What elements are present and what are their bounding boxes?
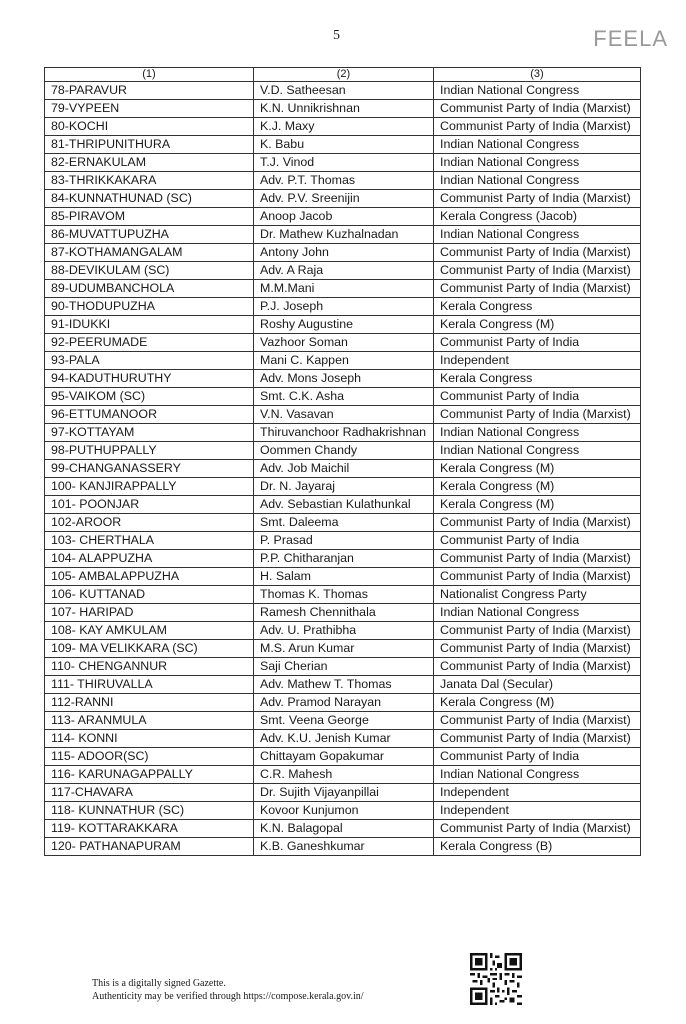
party-cell: Communist Party of India (Marxist) xyxy=(434,658,641,676)
table-row xyxy=(45,262,641,280)
candidate-cell: Smt. Daleema xyxy=(254,514,434,532)
party-cell: Janata Dal (Secular) xyxy=(434,676,641,694)
table-row xyxy=(45,388,641,406)
candidate-cell: Adv. A Raja xyxy=(254,262,434,280)
candidate-cell: P.P. Chitharanjan xyxy=(254,550,434,568)
constituency-cell: 108- KAY AMKULAM xyxy=(45,622,254,640)
party-cell: Kerala Congress (M) xyxy=(434,478,641,496)
candidate-cell: Adv. P.V. Sreenijin xyxy=(254,190,434,208)
candidate-cell: Saji Cherian xyxy=(254,658,434,676)
candidate-cell: Adv. K.U. Jenish Kumar xyxy=(254,730,434,748)
candidate-cell: Oommen Chandy xyxy=(254,442,434,460)
constituency-cell: 120- PATHANAPURAM xyxy=(45,838,254,856)
constituency-cell: 106- KUTTANAD xyxy=(45,586,254,604)
party-cell: Communist Party of India (Marxist) xyxy=(434,514,641,532)
constituency-cell: 101- POONJAR xyxy=(45,496,254,514)
constituency-cell: 91-IDUKKI xyxy=(45,316,254,334)
candidate-cell: Adv. Mathew T. Thomas xyxy=(254,676,434,694)
party-cell: Independent xyxy=(434,802,641,820)
constituency-cell: 115- ADOOR(SC) xyxy=(45,748,254,766)
constituency-cell: 83-THRIKKAKARA xyxy=(45,172,254,190)
candidate-cell: Adv. P.T. Thomas xyxy=(254,172,434,190)
constituency-cell: 114- KONNI xyxy=(45,730,254,748)
table-row xyxy=(45,172,641,190)
candidate-cell: Thiruvanchoor Radhakrishnan xyxy=(254,424,434,442)
table-row xyxy=(45,622,641,640)
results-table xyxy=(44,67,641,856)
page-number: 5 xyxy=(333,28,340,43)
party-cell: Kerala Congress (M) xyxy=(434,316,641,334)
candidate-cell: Vazhoor Soman xyxy=(254,334,434,352)
candidate-cell: Adv. Pramod Narayan xyxy=(254,694,434,712)
candidate-cell: Kovoor Kunjumon xyxy=(254,802,434,820)
party-cell: Communist Party of India (Marxist) xyxy=(434,244,641,262)
party-cell: Communist Party of India (Marxist) xyxy=(434,280,641,298)
candidate-cell: K.N. Unnikrishnan xyxy=(254,100,434,118)
constituency-cell: 87-KOTHAMANGALAM xyxy=(45,244,254,262)
footer-line-verify: Authenticity may be verified through https://compose.kerala.gov.in/ xyxy=(92,991,364,1002)
party-cell: Communist Party of India (Marxist) xyxy=(434,640,641,658)
table-row xyxy=(45,586,641,604)
party-cell: Communist Party of India (Marxist) xyxy=(434,406,641,424)
party-cell: Kerala Congress xyxy=(434,298,641,316)
party-cell: Communist Party of India (Marxist) xyxy=(434,820,641,838)
candidate-cell: K.J. Maxy xyxy=(254,118,434,136)
party-cell: Communist Party of India (Marxist) xyxy=(434,622,641,640)
candidate-cell: M.S. Arun Kumar xyxy=(254,640,434,658)
candidate-cell: Smt. C.K. Asha xyxy=(254,388,434,406)
constituency-cell: 107- HARIPAD xyxy=(45,604,254,622)
party-cell: Kerala Congress (Jacob) xyxy=(434,208,641,226)
table-row xyxy=(45,496,641,514)
table-row xyxy=(45,118,641,136)
table-row xyxy=(45,190,641,208)
constituency-cell: 79-VYPEEN xyxy=(45,100,254,118)
candidate-cell: V.N. Vasavan xyxy=(254,406,434,424)
candidate-cell: Dr. N. Jayaraj xyxy=(254,478,434,496)
party-cell: Nationalist Congress Party xyxy=(434,586,641,604)
table-row xyxy=(45,532,641,550)
table-row xyxy=(45,550,641,568)
party-cell: Indian National Congress xyxy=(434,82,641,100)
candidate-cell: C.R. Mahesh xyxy=(254,766,434,784)
party-cell: Communist Party of India (Marxist) xyxy=(434,118,641,136)
candidate-cell: P. Prasad xyxy=(254,532,434,550)
column-header: (2) xyxy=(254,68,434,82)
constituency-cell: 88-DEVIKULAM (SC) xyxy=(45,262,254,280)
constituency-cell: 93-PALA xyxy=(45,352,254,370)
candidate-cell: Adv. Mons Joseph xyxy=(254,370,434,388)
party-cell: Kerala Congress (B) xyxy=(434,838,641,856)
constituency-cell: 98-PUTHUPPALLY xyxy=(45,442,254,460)
constituency-cell: 100- KANJIRAPPALLY xyxy=(45,478,254,496)
table-row xyxy=(45,82,641,100)
candidate-cell: Anoop Jacob xyxy=(254,208,434,226)
candidate-cell: H. Salam xyxy=(254,568,434,586)
constituency-cell: 104- ALAPPUZHA xyxy=(45,550,254,568)
party-cell: Indian National Congress xyxy=(434,136,641,154)
party-cell: Communist Party of India (Marxist) xyxy=(434,262,641,280)
table-row xyxy=(45,280,641,298)
constituency-cell: 85-PIRAVOM xyxy=(45,208,254,226)
party-cell: Indian National Congress xyxy=(434,604,641,622)
constituency-cell: 119- KOTTARAKKARA xyxy=(45,820,254,838)
constituency-cell: 94-KADUTHURUTHY xyxy=(45,370,254,388)
candidate-cell: Adv. Sebastian Kulathunkal xyxy=(254,496,434,514)
candidate-cell: Ramesh Chennithala xyxy=(254,604,434,622)
party-cell: Kerala Congress (M) xyxy=(434,496,641,514)
constituency-cell: 96-ETTUMANOOR xyxy=(45,406,254,424)
constituency-cell: 78-PARAVUR xyxy=(45,82,254,100)
candidate-cell: Roshy Augustine xyxy=(254,316,434,334)
candidate-cell: M.M.Mani xyxy=(254,280,434,298)
party-cell: Kerala Congress (M) xyxy=(434,694,641,712)
party-cell: Communist Party of India (Marxist) xyxy=(434,190,641,208)
footer xyxy=(92,977,364,1003)
table-row xyxy=(45,370,641,388)
table-row xyxy=(45,298,641,316)
party-cell: Kerala Congress (M) xyxy=(434,460,641,478)
party-cell: Communist Party of India (Marxist) xyxy=(434,712,641,730)
party-cell: Kerala Congress xyxy=(434,370,641,388)
candidate-cell: Dr. Mathew Kuzhalnadan xyxy=(254,226,434,244)
table-row xyxy=(45,820,641,838)
table-row xyxy=(45,658,641,676)
constituency-cell: 116- KARUNAGAPPALLY xyxy=(45,766,254,784)
table-row xyxy=(45,460,641,478)
candidate-cell: Chittayam Gopakumar xyxy=(254,748,434,766)
table-row xyxy=(45,604,641,622)
table-row xyxy=(45,640,641,658)
table-row xyxy=(45,478,641,496)
candidate-cell: T.J. Vinod xyxy=(254,154,434,172)
table-row xyxy=(45,712,641,730)
party-cell: Independent xyxy=(434,352,641,370)
table-row xyxy=(45,406,641,424)
constituency-cell: 118- KUNNATHUR (SC) xyxy=(45,802,254,820)
footer-line-signed: This is a digitally signed Gazette. xyxy=(92,978,226,989)
candidate-cell: Mani C. Kappen xyxy=(254,352,434,370)
table-row xyxy=(45,424,641,442)
table-row xyxy=(45,136,641,154)
table-body xyxy=(45,82,641,856)
qr-code-icon xyxy=(470,953,522,1005)
table-row xyxy=(45,244,641,262)
constituency-cell: 80-KOCHI xyxy=(45,118,254,136)
table-row xyxy=(45,676,641,694)
table-row xyxy=(45,334,641,352)
party-cell: Communist Party of India (Marxist) xyxy=(434,730,641,748)
watermark: FEELA xyxy=(593,26,668,51)
party-cell: Indian National Congress xyxy=(434,442,641,460)
party-cell: Indian National Congress xyxy=(434,766,641,784)
constituency-cell: 111- THIRUVALLA xyxy=(45,676,254,694)
constituency-cell: 84-KUNNATHUNAD (SC) xyxy=(45,190,254,208)
constituency-cell: 105- AMBALAPPUZHA xyxy=(45,568,254,586)
table-row xyxy=(45,748,641,766)
column-header: (1) xyxy=(45,68,254,82)
candidate-cell: Adv. Job Maichil xyxy=(254,460,434,478)
constituency-cell: 117-CHAVARA xyxy=(45,784,254,802)
table-row xyxy=(45,694,641,712)
constituency-cell: 110- CHENGANNUR xyxy=(45,658,254,676)
table-row xyxy=(45,208,641,226)
candidate-cell: V.D. Satheesan xyxy=(254,82,434,100)
constituency-cell: 92-PEERUMADE xyxy=(45,334,254,352)
constituency-cell: 99-CHANGANASSERY xyxy=(45,460,254,478)
table-row xyxy=(45,568,641,586)
candidate-cell: K. Babu xyxy=(254,136,434,154)
party-cell: Indian National Congress xyxy=(434,154,641,172)
table-row xyxy=(45,154,641,172)
party-cell: Communist Party of India xyxy=(434,748,641,766)
table-header-row xyxy=(45,68,641,82)
candidate-cell: Antony John xyxy=(254,244,434,262)
constituency-cell: 82-ERNAKULAM xyxy=(45,154,254,172)
candidate-cell: K.N. Balagopal xyxy=(254,820,434,838)
party-cell: Communist Party of India (Marxist) xyxy=(434,568,641,586)
constituency-cell: 113- ARANMULA xyxy=(45,712,254,730)
table-row xyxy=(45,514,641,532)
party-cell: Communist Party of India (Marxist) xyxy=(434,100,641,118)
constituency-cell: 95-VAIKOM (SC) xyxy=(45,388,254,406)
table-row xyxy=(45,316,641,334)
candidate-cell: P.J. Joseph xyxy=(254,298,434,316)
table-row xyxy=(45,730,641,748)
table-row xyxy=(45,766,641,784)
candidate-cell: K.B. Ganeshkumar xyxy=(254,838,434,856)
constituency-cell: 97-KOTTAYAM xyxy=(45,424,254,442)
constituency-cell: 90-THODUPUZHA xyxy=(45,298,254,316)
column-header: (3) xyxy=(434,68,641,82)
party-cell: Communist Party of India xyxy=(434,388,641,406)
candidate-cell: Smt. Veena George xyxy=(254,712,434,730)
party-cell: Communist Party of India xyxy=(434,334,641,352)
party-cell: Indian National Congress xyxy=(434,226,641,244)
constituency-cell: 109- MA VELIKKARA (SC) xyxy=(45,640,254,658)
constituency-cell: 86-MUVATTUPUZHA xyxy=(45,226,254,244)
constituency-cell: 81-THRIPUNITHURA xyxy=(45,136,254,154)
party-cell: Communist Party of India xyxy=(434,532,641,550)
table-row xyxy=(45,226,641,244)
constituency-cell: 103- CHERTHALA xyxy=(45,532,254,550)
constituency-cell: 89-UDUMBANCHOLA xyxy=(45,280,254,298)
table-row xyxy=(45,100,641,118)
table-row xyxy=(45,442,641,460)
party-cell: Independent xyxy=(434,784,641,802)
candidate-cell: Thomas K. Thomas xyxy=(254,586,434,604)
table-row xyxy=(45,802,641,820)
candidate-cell: Adv. U. Prathibha xyxy=(254,622,434,640)
constituency-cell: 102-AROOR xyxy=(45,514,254,532)
party-cell: Indian National Congress xyxy=(434,172,641,190)
constituency-cell: 112-RANNI xyxy=(45,694,254,712)
party-cell: Communist Party of India (Marxist) xyxy=(434,550,641,568)
party-cell: Indian National Congress xyxy=(434,424,641,442)
candidate-cell: Dr. Sujith Vijayanpillai xyxy=(254,784,434,802)
table-row xyxy=(45,838,641,856)
table-row xyxy=(45,784,641,802)
table-row xyxy=(45,352,641,370)
